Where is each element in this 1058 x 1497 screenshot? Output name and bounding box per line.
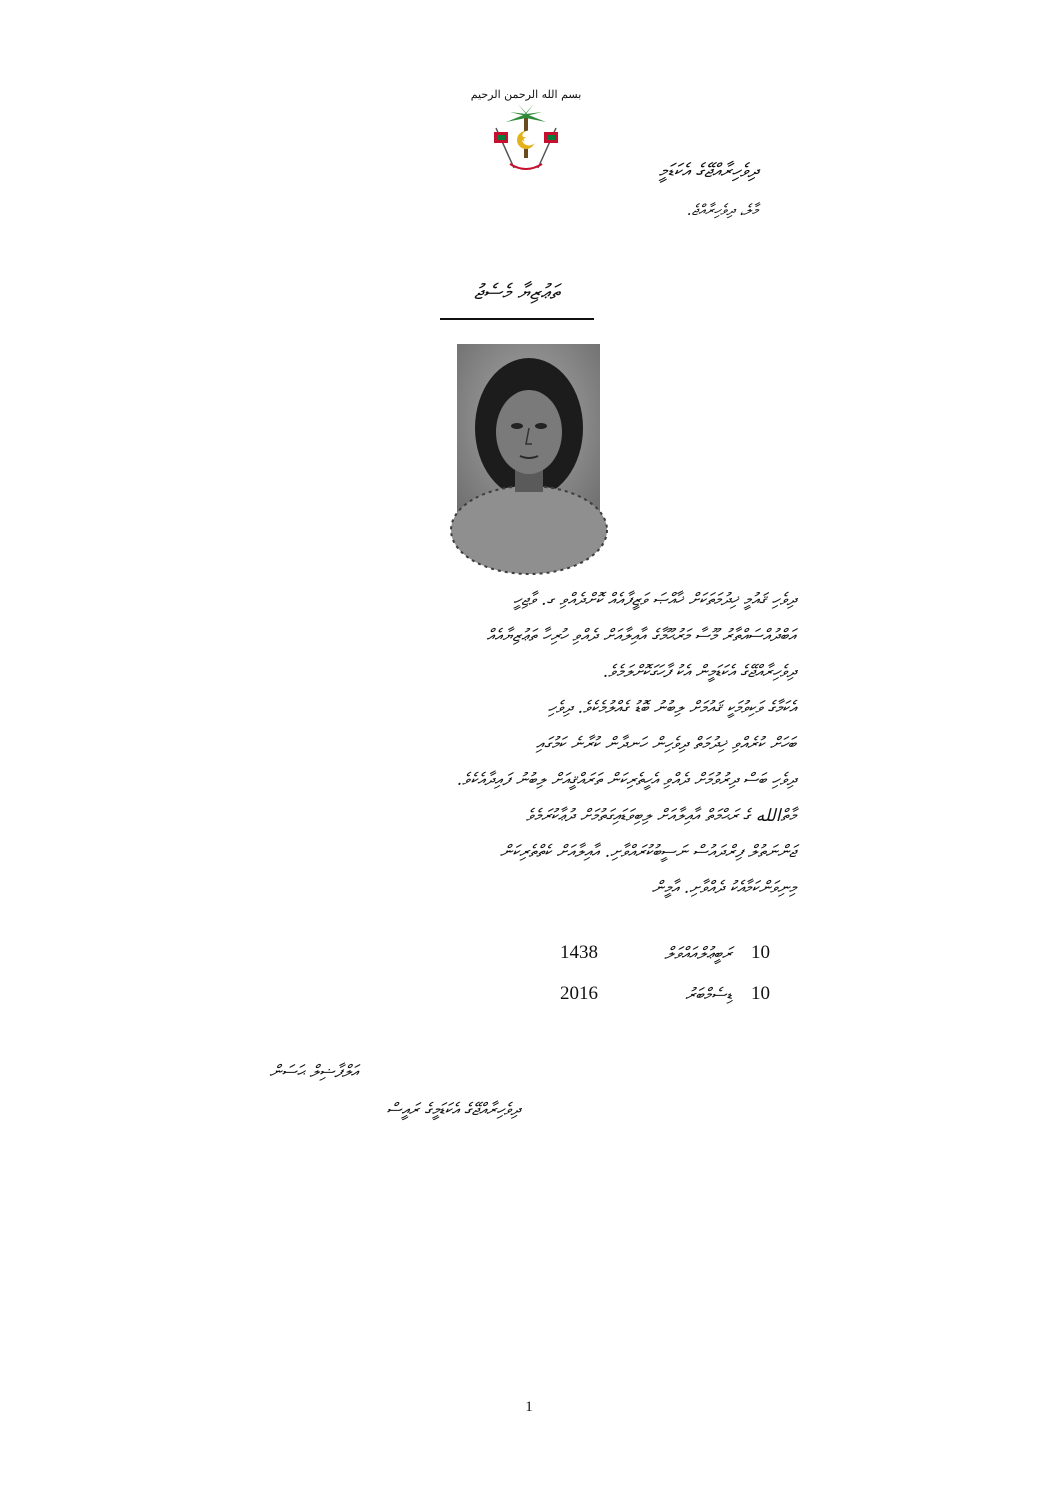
- hijri-month: ރަބީޢުލްއައްވަލް: [664, 944, 732, 964]
- organization-address: މާލެ، ދިވެހިރާއްޖެ.: [686, 201, 758, 219]
- body-line: ދިވެހިރާއްޖޭގެ އެކަޑަމީން އެކު ފާހަގަކޮށްލަމެވެ.: [602, 662, 796, 682]
- emblem-calligraphy: بسم الله الرحمن الرحيم: [470, 88, 582, 101]
- heading-underline: [440, 318, 594, 320]
- portrait-photo-icon: [457, 344, 600, 533]
- gregorian-month: ޑިސެމްބަރު: [685, 985, 732, 1005]
- body-line: މާތްالله ގެ ރަޙްމަތް އާއިލާއަށް ލިބިވަޑައިގަތުމަށް ދުޢާކުރަމެވެ: [525, 806, 796, 826]
- hijri-year: 1438: [560, 942, 598, 963]
- body-line: ޖަންނަތުލް ފިރްދައުސް ނަސީބުކުރައްވާށި. އާއިލާއަށް ކެތްތެރިކަން: [499, 842, 796, 862]
- organization-name: ދިވެހިރާއްޖޭގެ އެކަޑަމީ: [658, 160, 758, 182]
- body-line: ބަހަށް ކުރެއްވި ޚިދުމަތް ދިވެހިން ހަނދާން ކުރާނެ ކަމުގައި: [535, 734, 796, 754]
- document-heading: ތަޢުޒިޔާ މެސެޖު: [473, 280, 561, 304]
- hijri-day: 10: [751, 942, 770, 963]
- gregorian-day: 10: [751, 983, 770, 1004]
- body-line: ދިވެހި ޤައުމީ ޚިދުމަތަކަށް ޚާއްޞަ ވަޒީފާއެއް ކޮށްދެއްވި ގ. ވާޖިހީ: [513, 590, 796, 610]
- hijri-date: [560, 942, 770, 972]
- body-line: ދިވެހި ބަސް ދިރުވުމަށް ދެއްވި އެހީތެރިކަން ތަރައްޤީއަށް ލިބުނު ފައިދާއެކެވެ.: [456, 770, 796, 790]
- body-line: އަބްދުއްސައްތާރު މޫސާ މަރުޙޫމާގެ އާއިލާއަށް ދެއްވި ހުރިހާ ތަޢުޒިޔާއެއް: [486, 626, 796, 646]
- page-number: 1: [525, 1399, 533, 1415]
- body-line: މިނިވަންކަމާއެކު ދެއްވާށި. އާމީން: [651, 878, 796, 898]
- gregorian-year: 2016: [560, 983, 598, 1004]
- signatory-title: ދިވެހިރާއްޖޭގެ އެކަޑަމީގެ ރައީސް: [386, 1100, 520, 1120]
- signatory-name: އަލްފާޟިލް ޙަސަން: [269, 1062, 358, 1082]
- gregorian-date: [560, 983, 770, 1013]
- body-line: އެކަމާގެ ވަކިވުމަކީ ޤައުމަށް ލިބުނު ބޮޑު ގެއްލުމެކެވެ. ދިވެހި: [547, 698, 796, 718]
- portrait-photo: [457, 344, 600, 533]
